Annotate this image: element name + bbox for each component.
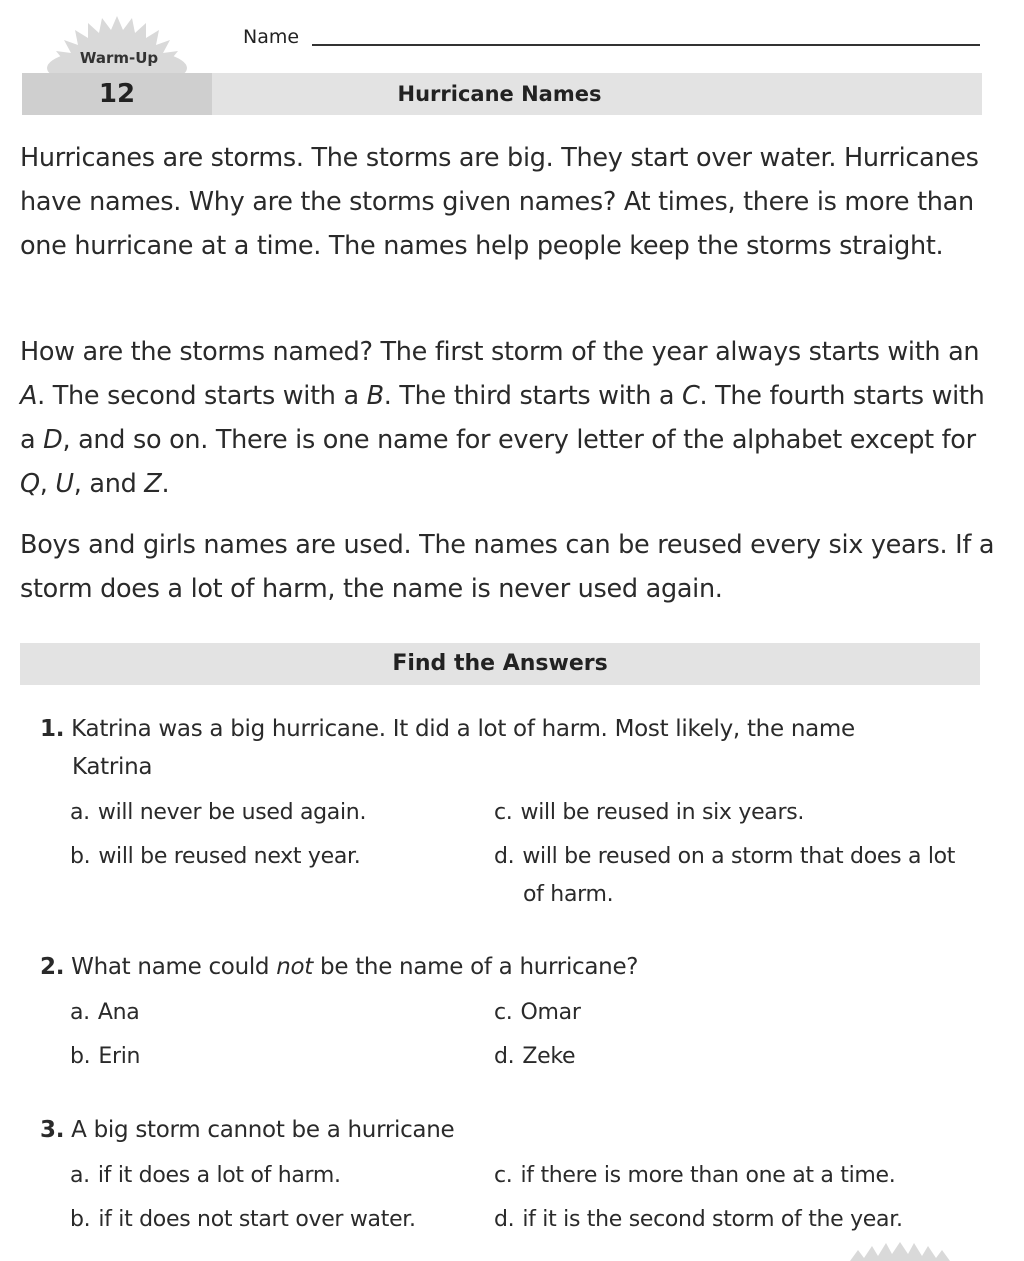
question-text: What name could not be the name of a hurricane?	[71, 954, 639, 980]
page-title: Hurricane Names	[397, 82, 602, 106]
warmup-label: Warm-Up	[79, 49, 159, 67]
question-3	[40, 1117, 454, 1143]
q2-option-c[interactable]: c. Omar	[494, 1000, 581, 1025]
question-number: 3.	[40, 1117, 65, 1143]
q3-option-a[interactable]: a. if it does a lot of harm.	[70, 1163, 341, 1188]
question-number: 1.	[40, 716, 65, 742]
q2-option-b[interactable]: b. Erin	[70, 1044, 141, 1069]
name-label: Name	[243, 26, 300, 48]
question-text: Katrina was a big hurricane. It did a lot of harm. Most likely, the name	[71, 716, 855, 742]
q1-option-a[interactable]: a. will never be used again.	[70, 800, 367, 825]
question-text: A big storm cannot be a hurricane	[71, 1117, 455, 1143]
footer-sunburst-icon	[840, 1240, 960, 1261]
warmup-number: 12	[98, 79, 136, 109]
passage-paragraph-1: Hurricanes are storms. The storms are big. They start over water. Hurricanes have names. Why are the storms given names? At times, there is more than one hurricane at a time. The names help people keep the storms straight.	[20, 143, 979, 261]
passage-paragraph-2: How are the storms named? The first storm of the year always starts with an A. The second starts with a B. The third starts with a C. The fourth starts with a D, and so on. There is one name for every letter of the alphabet except for Q, U, and Z.	[20, 337, 985, 499]
question-1	[40, 716, 855, 742]
q3-option-d[interactable]: d. if it is the second storm of the year.	[494, 1207, 903, 1232]
passage-paragraph-3: Boys and girls names are used. The names can be reused every six years. If a storm does a lot of harm, the name is never used again.	[20, 530, 995, 604]
name-line[interactable]	[312, 44, 980, 46]
q1-option-c[interactable]: c. will be reused in six years.	[494, 800, 805, 825]
q2-option-d[interactable]: d. Zeke	[494, 1044, 576, 1069]
question-2	[40, 954, 638, 980]
q1-option-d[interactable]: d. will be reused on a storm that does a lot	[494, 844, 956, 869]
answers-title: Find the Answers	[392, 651, 608, 676]
q1-option-b[interactable]: b. will be reused next year.	[70, 844, 361, 869]
question-number: 2.	[40, 954, 65, 980]
q2-option-a[interactable]: a. Ana	[70, 1000, 140, 1025]
question-1-text-cont: Katrina	[72, 754, 153, 780]
q1-option-d-cont: of harm.	[523, 882, 614, 907]
q3-option-c[interactable]: c. if there is more than one at a time.	[494, 1163, 896, 1188]
q3-option-b[interactable]: b. if it does not start over water.	[70, 1207, 416, 1232]
